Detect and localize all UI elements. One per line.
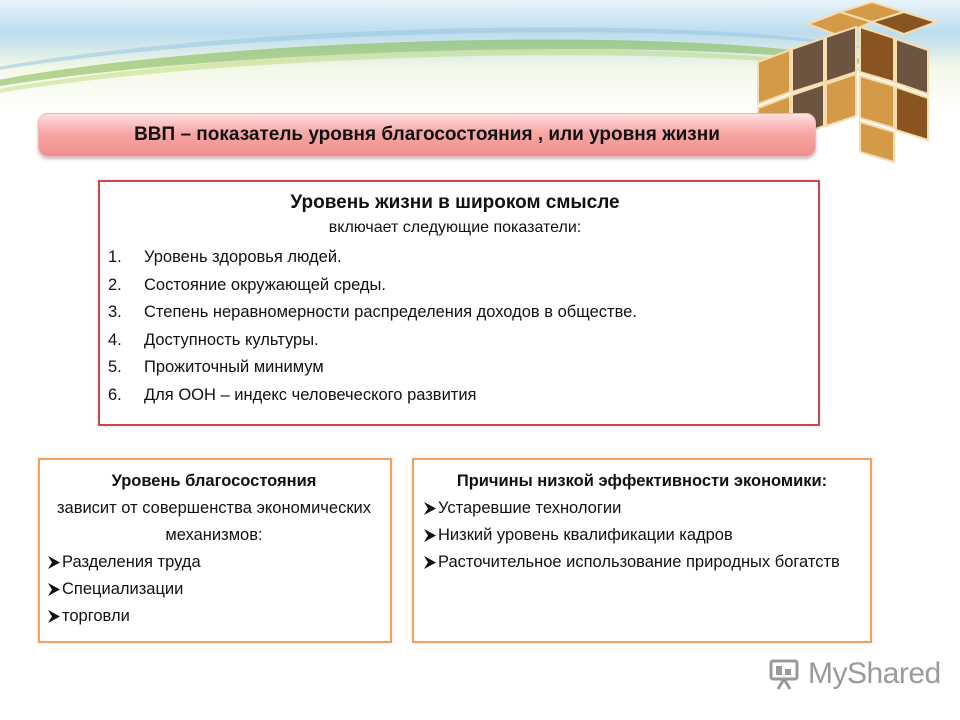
wellbeing-box bbox=[38, 458, 392, 643]
list-item bbox=[108, 382, 802, 410]
item-text: Степень неравномерности распределения доходов в обществе. bbox=[144, 303, 637, 321]
item-number: 6. bbox=[108, 385, 122, 404]
living-standard-heading: Уровень жизни в широком смысле bbox=[290, 192, 620, 213]
item-text: Низкий уровень квалификации кадров bbox=[438, 526, 733, 544]
item-number: 3. bbox=[108, 303, 122, 321]
cause-list bbox=[424, 495, 860, 576]
list-item bbox=[424, 549, 860, 576]
item-text: торговли bbox=[62, 607, 130, 625]
page-title-bar bbox=[38, 113, 816, 157]
list-item bbox=[108, 244, 802, 272]
item-number: 2. bbox=[108, 275, 122, 294]
myshared-logo bbox=[768, 654, 941, 694]
item-text: Уровень здоровья людей. bbox=[144, 248, 342, 266]
item-text: Разделения труда bbox=[62, 553, 201, 571]
arrow-bullet-icon bbox=[424, 502, 436, 515]
low-efficiency-heading: Причины низкой эффективности экономики: bbox=[456, 472, 828, 490]
wellbeing-heading: Уровень благосостояния bbox=[111, 472, 317, 490]
list-item bbox=[108, 354, 802, 382]
item-text: Прожиточный минимум bbox=[144, 358, 324, 376]
wellbeing-subheading: зависит от совершенства экономических механизмов: bbox=[56, 499, 372, 544]
list-item bbox=[48, 603, 380, 630]
item-number: 5. bbox=[108, 358, 122, 376]
living-standard-box bbox=[98, 180, 820, 426]
living-standard-subheading: включает следующие показатели: bbox=[328, 219, 582, 236]
mechanism-list bbox=[48, 549, 380, 630]
presentation-icon bbox=[768, 657, 802, 691]
item-text: Специализации bbox=[62, 580, 184, 598]
item-number: 1. bbox=[108, 248, 122, 266]
list-item bbox=[48, 576, 380, 603]
item-text: Для ООН – индекс человеческого развития bbox=[144, 385, 477, 404]
item-number: 4. bbox=[108, 330, 122, 349]
arrow-bullet-icon bbox=[48, 583, 60, 596]
list-item bbox=[108, 272, 802, 300]
item-text: Устаревшие технологии bbox=[438, 499, 622, 517]
arrow-bullet-icon bbox=[48, 610, 60, 623]
list-item bbox=[424, 522, 860, 549]
low-efficiency-box bbox=[412, 458, 872, 643]
arrow-bullet-icon bbox=[48, 556, 60, 569]
page-title: ВВП – показатель уровня благосостояния , или уровня жизни bbox=[134, 124, 720, 145]
item-text: Расточительное использование природных богатств bbox=[438, 553, 840, 571]
item-text: Доступность культуры. bbox=[144, 330, 319, 349]
list-item bbox=[48, 549, 380, 576]
list-item bbox=[108, 327, 802, 355]
list-item bbox=[424, 495, 860, 522]
list-item bbox=[108, 299, 802, 327]
logo-text: MyShared bbox=[808, 657, 941, 690]
item-text: Состояние окружающей среды. bbox=[144, 275, 387, 294]
arrow-bullet-icon bbox=[424, 529, 436, 542]
arrow-bullet-icon bbox=[424, 556, 436, 569]
indicator-list bbox=[108, 244, 802, 409]
